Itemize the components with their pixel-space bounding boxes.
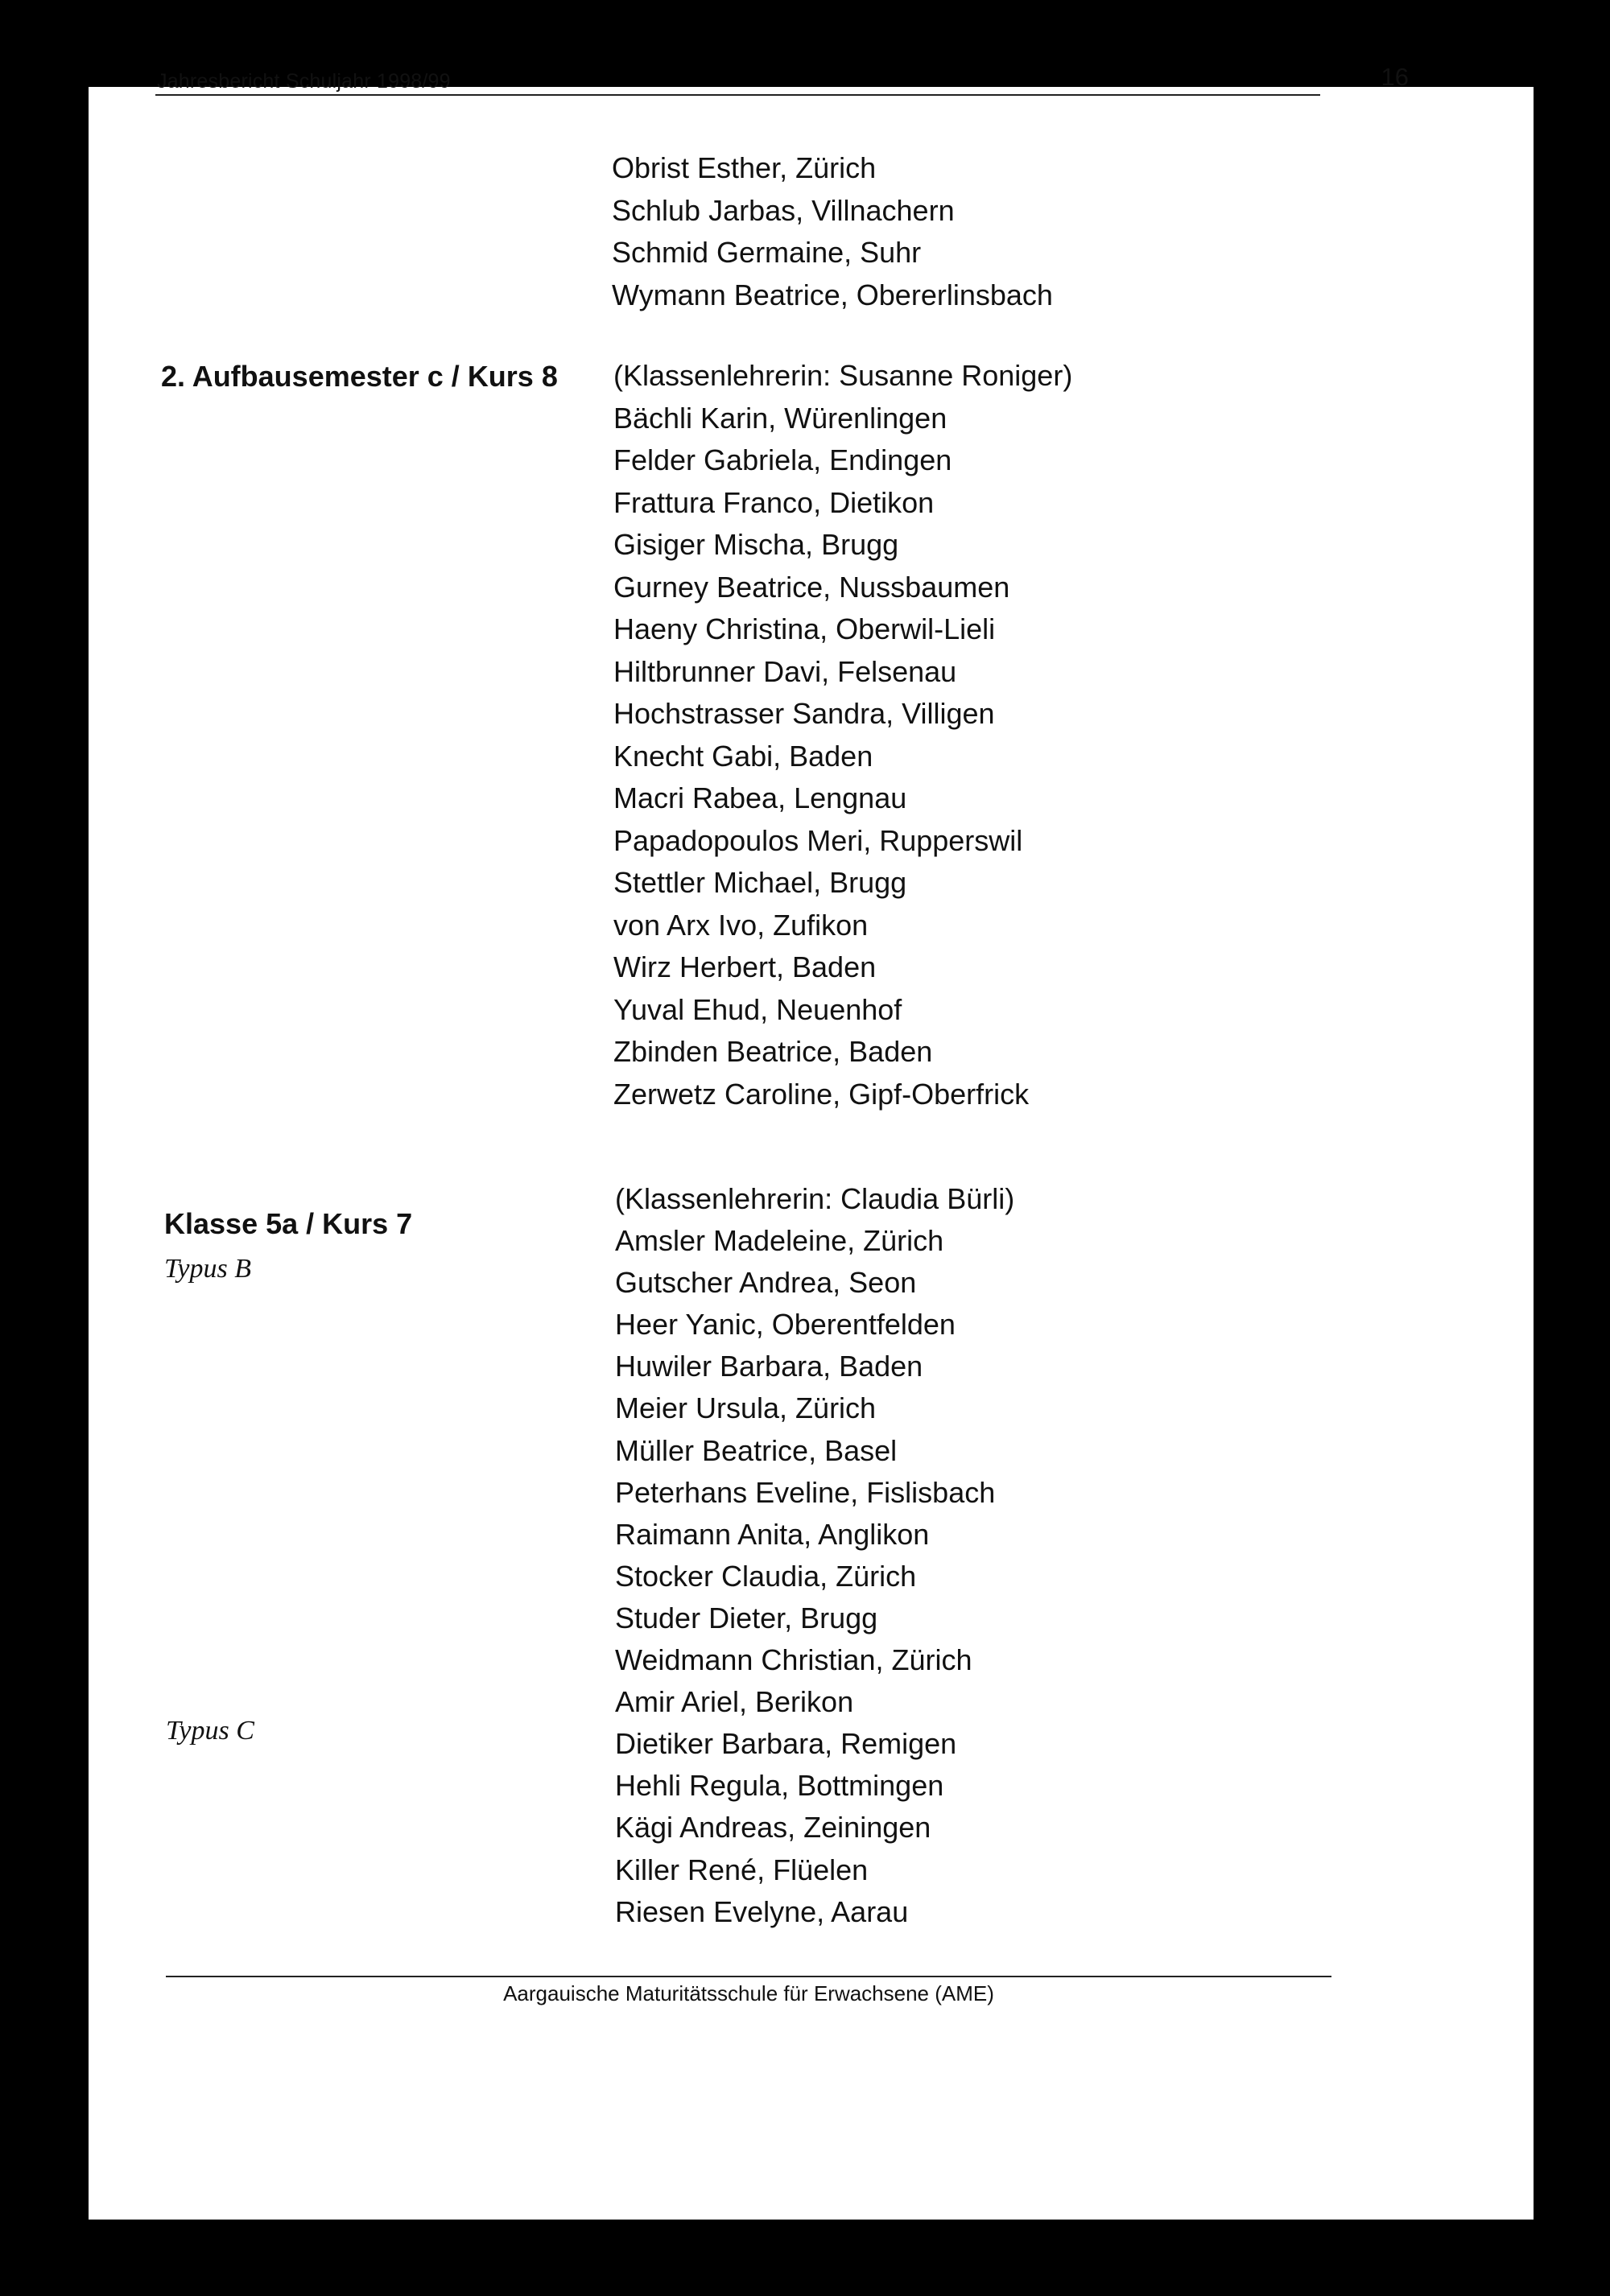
- list-item: Gisiger Mischa, Brugg: [613, 528, 899, 561]
- list-item: Amsler Madeleine, Zürich: [615, 1224, 944, 1258]
- name-list-klasse-5a: [615, 1178, 1014, 1933]
- list-item: Kägi Andreas, Zeiningen: [615, 1811, 931, 1845]
- list-item: Gurney Beatrice, Nussbaumen: [613, 570, 1010, 604]
- list-item: Bächli Karin, Würenlingen: [613, 401, 947, 435]
- list-item: Zbinden Beatrice, Baden: [613, 1035, 933, 1068]
- list-item: Yuval Ehud, Neuenhof: [613, 992, 902, 1026]
- list-item: Wirz Herbert, Baden: [613, 950, 877, 983]
- list-item: Dietiker Barbara, Remigen: [615, 1727, 957, 1761]
- name-list-aufbausemester: [613, 355, 1072, 1115]
- list-item: (Klassenlehrerin: Claudia Bürli): [615, 1182, 1015, 1215]
- list-item: Riesen Evelyne, Aarau: [615, 1894, 909, 1928]
- list-item: Felder Gabriela, Endingen: [613, 443, 952, 476]
- list-item: Hochstrasser Sandra, Villigen: [613, 697, 995, 730]
- list-item: Hehli Regula, Bottmingen: [615, 1769, 944, 1803]
- list-item: Obrist Esther, Zürich: [612, 151, 877, 184]
- list-item: (Klassenlehrerin: Susanne Roniger): [613, 359, 1073, 392]
- list-item: Amir Ariel, Berikon: [615, 1685, 854, 1719]
- header-title: Jahresbericht Schuljahr 1998/99: [157, 70, 451, 93]
- list-item: Hiltbrunner Davi, Felsenau: [613, 654, 957, 688]
- list-item: von Arx Ivo, Zufikon: [613, 908, 869, 942]
- list-item: Frattura Franco, Dietikon: [613, 485, 935, 519]
- typus-b-label: Typus B: [164, 1254, 251, 1284]
- list-item: Studer Dieter, Brugg: [615, 1601, 878, 1634]
- page-number: 16: [1381, 63, 1409, 91]
- list-item: Heer Yanic, Oberentfelden: [615, 1308, 956, 1342]
- list-item: Wymann Beatrice, Obererlinsbach: [612, 278, 1053, 311]
- list-item: Macri Rabea, Lengnau: [613, 781, 907, 814]
- list-item: Meier Ursula, Zürich: [615, 1391, 877, 1425]
- list-item: Weidmann Christian, Zürich: [615, 1643, 972, 1677]
- list-item: Peterhans Eveline, Fislisbach: [615, 1475, 996, 1509]
- footer-school-name: Aargauische Maturitätsschule für Erwachsene (AME): [503, 1981, 994, 2005]
- list-item: Zerwetz Caroline, Gipf-Oberfrick: [613, 1077, 1030, 1111]
- list-item: Stocker Claudia, Zürich: [615, 1559, 917, 1593]
- list-item: Haeny Christina, Oberwil-Lieli: [613, 612, 996, 645]
- list-item: Stettler Michael, Brugg: [613, 866, 907, 899]
- typus-c-label: Typus C: [166, 1716, 254, 1746]
- list-item: Schlub Jarbas, Villnachern: [612, 193, 955, 227]
- list-item: Papadopoulos Meri, Rupperswil: [613, 823, 1023, 857]
- list-item: Raimann Anita, Anglikon: [615, 1517, 930, 1551]
- header-divider: [155, 94, 1320, 96]
- section-title-aufbausemester: 2. Aufbausemester c / Kurs 8: [161, 360, 558, 393]
- footer-divider: [166, 1976, 1331, 1977]
- list-item: Knecht Gabi, Baden: [613, 739, 873, 773]
- name-list-continued: [612, 147, 1053, 316]
- list-item: Schmid Germaine, Suhr: [612, 236, 922, 269]
- list-item: Müller Beatrice, Basel: [615, 1433, 898, 1467]
- section-title-klasse-5a: Klasse 5a / Kurs 7: [164, 1207, 413, 1240]
- list-item: Gutscher Andrea, Seon: [615, 1266, 917, 1300]
- list-item: Killer René, Flüelen: [615, 1853, 869, 1886]
- list-item: Huwiler Barbara, Baden: [615, 1350, 923, 1383]
